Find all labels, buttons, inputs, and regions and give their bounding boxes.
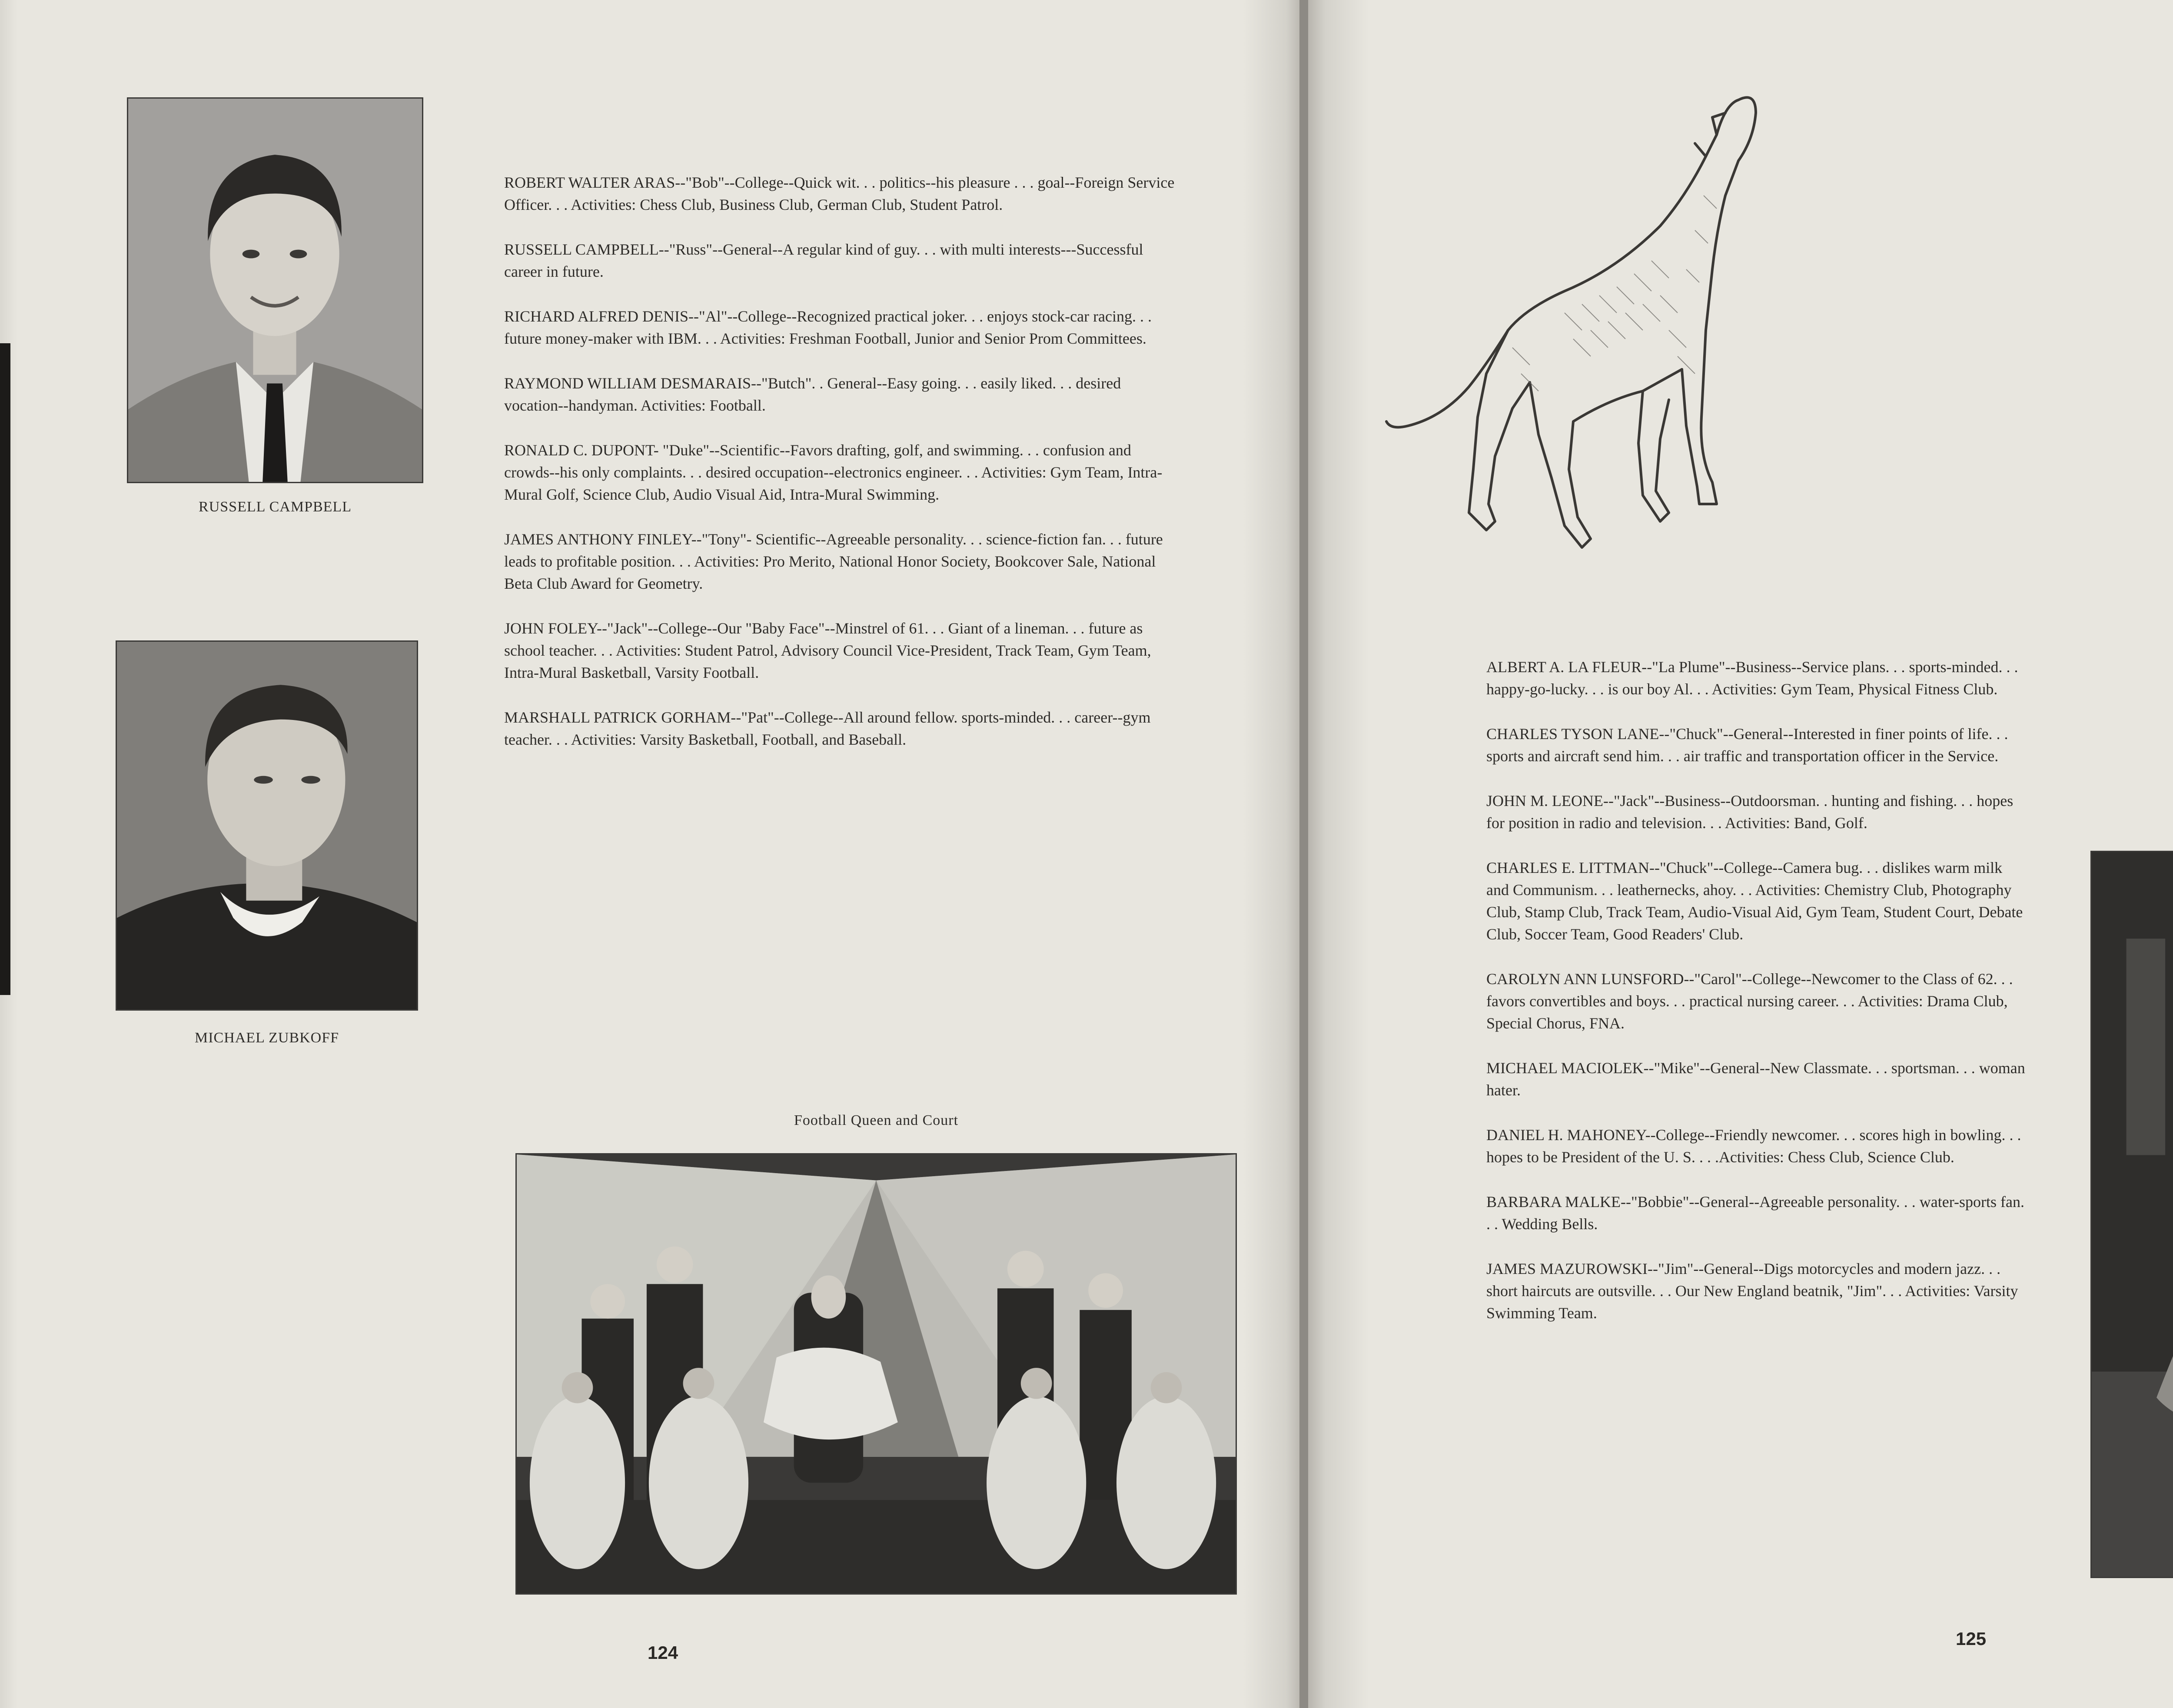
senior-bio: JAMES MAZUROWSKI--"Jim"--General--Digs motorcycles and modern jazz. . . short haircuts are outsville. . . Our New England beatnik, "Jim". . . Activities: Varsity Swimming Team. xyxy=(1486,1260,2018,1322)
page-number: 125 xyxy=(1956,1628,1987,1649)
senior-bio: RICHARD ALFRED DENIS--"Al"--College--Recognized practical joker. . . enjoys stock-car racing. . . future money-maker with IBM. . . Activities: Freshman Football, Junior and Senior Prom Committees. xyxy=(504,308,1152,347)
portrait-caption: MICHAEL ZUBKOFF xyxy=(194,1030,339,1046)
senior-bio: RONALD C. DUPONT- "Duke"--Scientific--Favors drafting, golf, and swimming. . . confusion and crowds--his only complaints. . . desired occupation--electronics engineer. . . Activities: Gym Team, Intra-Mural Golf, Science Club, Audio Visual Aid, Intra-Mural Swimming. xyxy=(504,441,1163,503)
senior-bio-list xyxy=(1486,656,2025,1347)
senior-bio: CHARLES E. LITTMAN--"Chuck"--College--Camera bug. . . dislikes warm milk and Communism. . . leathernecks, ahoy. . . Activities: Chemistry Club, Photography Club, Stamp Club, Track Team, Audio-Visual Aid, Gym Team, Student Court, Debate Club, Soccer Team, Good Readers' Club. xyxy=(1486,859,2023,943)
senior-bio: JOHN FOLEY--"Jack"--College--Our "Baby Face"--Minstrel of 61. . . Giant of a lineman. . . future as school teacher. . . Activities: Student Patrol, Advisory Council Vice-President, Track Team, Gym Team, Intra-Mural Basketball, Varsity Football. xyxy=(504,620,1151,681)
senior-bio: ROBERT WALTER ARAS--"Bob"--College--Quick wit. . . politics--his pleasure . . . goal--Foreign Service Officer. . . Activities: Chess Club, Business Club, German Club, Student Patrol. xyxy=(504,174,1175,213)
senior-bio: BARBARA MALKE--"Bobbie"--General--Agreeable personality. . . water-sports fan. . . Wedding Bells. xyxy=(1486,1193,2024,1233)
page-number: 124 xyxy=(648,1642,678,1663)
senior-bio: MARSHALL PATRICK GORHAM--"Pat"--College--All around fellow. sports-minded. . . career--gym teacher. . . Activities: Varsity Basketball, Football, and Baseball. xyxy=(504,709,1151,748)
portrait-caption: RUSSELL CAMPBELL xyxy=(199,499,352,515)
football-queen-court-photo xyxy=(515,1153,1237,1595)
group-photo-caption: Football Queen and Court xyxy=(794,1112,959,1128)
senior-bio: CAROLYN ANN LUNSFORD--"Carol"--College--Newcomer to the Class of 62. . . favors convertibles and boys. . . practical nursing career. . . Activities: Drama Club, Special Chorus, FNA. xyxy=(1486,970,2013,1032)
senior-bio: RUSSELL CAMPBELL--"Russ"--General--A regular kind of guy. . . with multi interests---Successful career in future. xyxy=(504,241,1143,280)
portrait-photo-michael-zubkoff xyxy=(116,640,418,1011)
senior-bio: JOHN M. LEONE--"Jack"--Business--Outdoorsman. . hunting and fishing. . . hopes for position in radio and television. . . Activities: Band, Golf. xyxy=(1486,792,2014,832)
senior-bio-list xyxy=(504,172,1182,773)
senior-bio: CHARLES TYSON LANE--"Chuck"--General--Interested in finer points of life. . . sports and aircraft send him. . . air traffic and transportation officer in the Service. xyxy=(1486,725,2008,765)
senior-bio: JAMES ANTHONY FINLEY--"Tony"- Scientific--Agreeable personality. . . science-fiction fan. . . future leads to profitable position. . . Activities: Pro Merito, National Honor Society, Bookcover Sale, National Beta Club Award for Geometry. xyxy=(504,531,1163,592)
senior-bio: ALBERT A. LA FLEUR--"La Plume"--Business--Service plans. . . sports-minded. . . happy-go-lucky. . . is our boy Al. . . Activities: Gym Team, Physical Fitness Club. xyxy=(1486,658,2018,698)
portrait-photo-russell-campbell xyxy=(127,97,423,483)
football-queen-escort-photo xyxy=(2090,851,2173,1578)
book-gutter xyxy=(1299,0,1308,1708)
greyhound-sketch-illustration xyxy=(1382,87,1773,587)
binding-edge-tab xyxy=(0,343,10,995)
senior-bio: MICHAEL MACIOLEK--"Mike"--General--New Classmate. . . sportsman. . . woman hater. xyxy=(1486,1059,2025,1099)
senior-bio: RAYMOND WILLIAM DESMARAIS--"Butch". . General--Easy going. . . easily liked. . . desired vocation--handyman. Activities: Football. xyxy=(504,375,1121,414)
senior-bio: DANIEL H. MAHONEY--College--Friendly newcomer. . . scores high in bowling. . . hopes to be President of the U. S. . . .Activities: Chess Club, Science Club. xyxy=(1486,1126,2021,1166)
right-page xyxy=(1308,0,2173,1708)
